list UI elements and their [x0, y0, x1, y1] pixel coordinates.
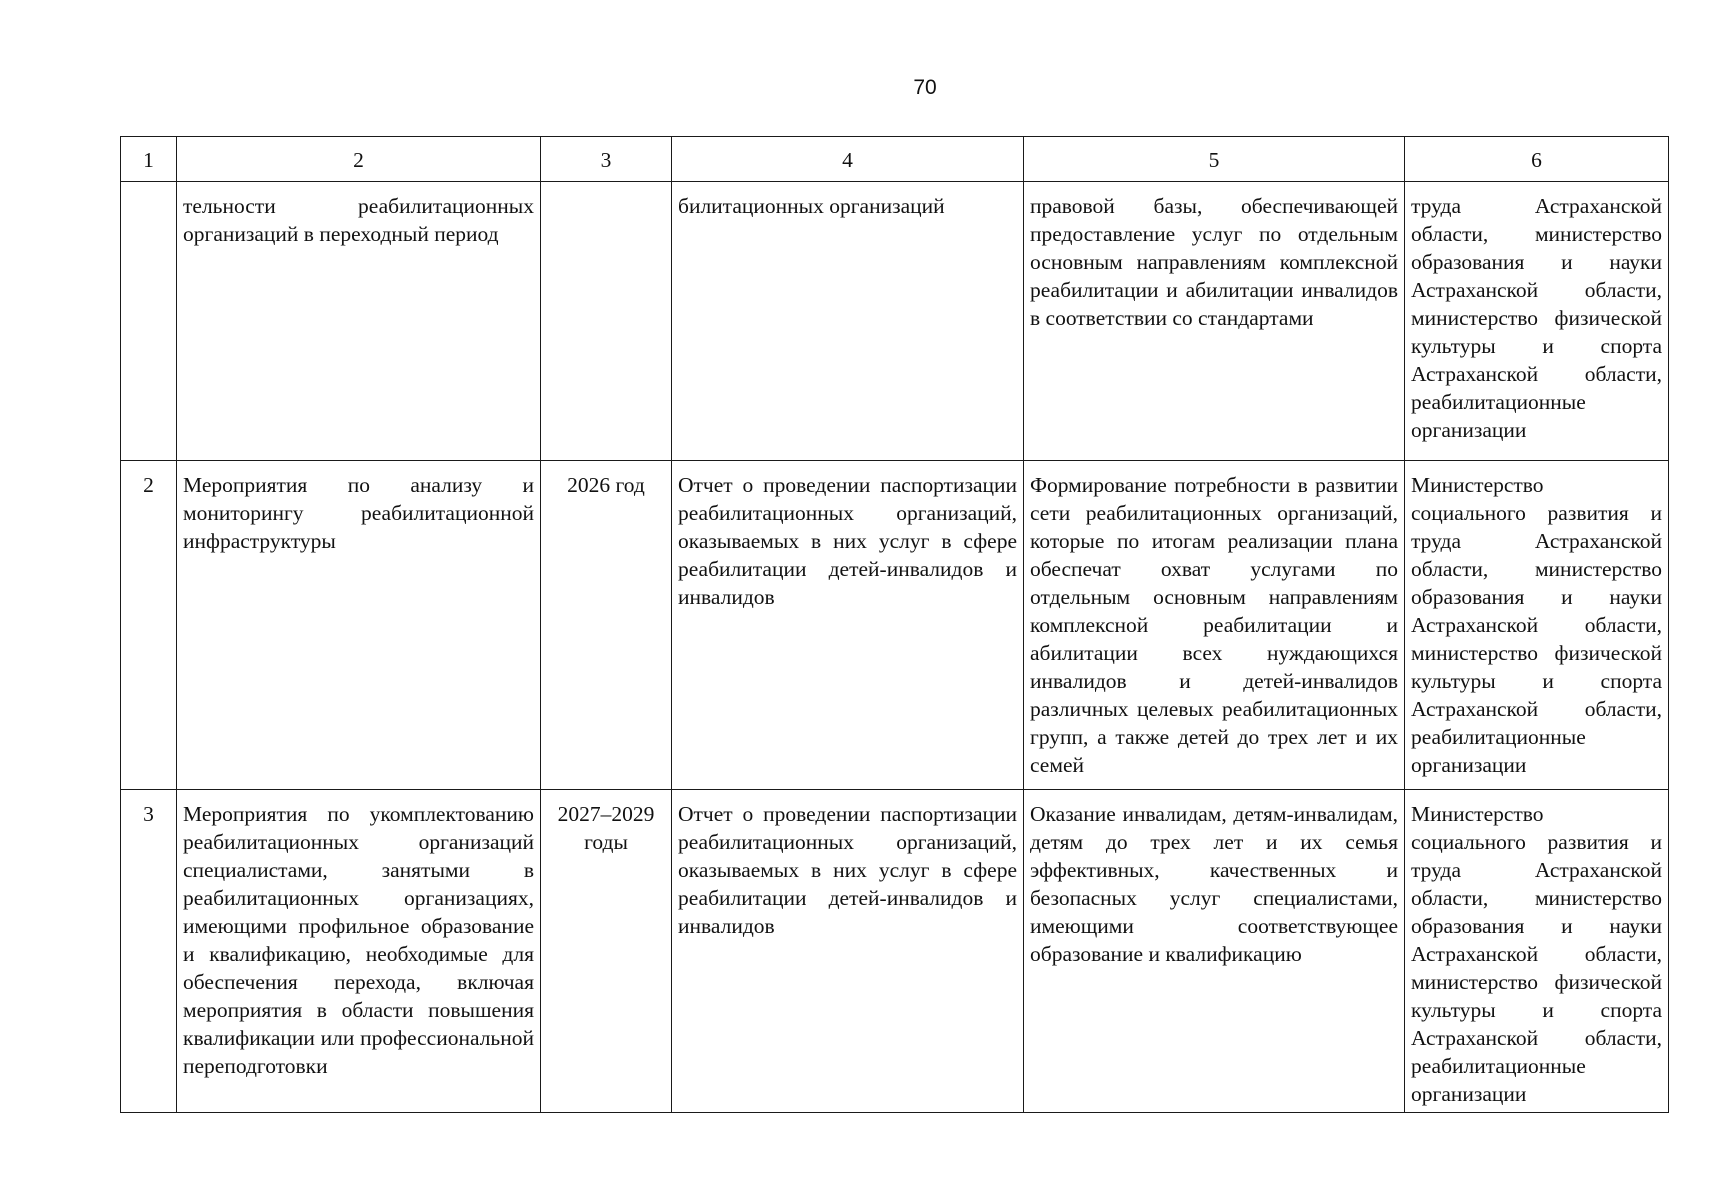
- executors-cell: труда Астраханской области, министерство образования и науки Астраханской области, министерство физической культуры и спорта Астраханской области, реабилитационные организации: [1405, 182, 1669, 461]
- event-cell: Мероприятия по анализу и мониторингу реабилитационной инфраструктуры: [177, 461, 541, 790]
- row-number-cell: 3: [121, 790, 177, 1113]
- header-row: [121, 137, 1669, 182]
- header-cell-3: 3: [541, 137, 672, 182]
- period-cell: [541, 182, 672, 461]
- header-cell-1: 1: [121, 137, 177, 182]
- header-cell-2: 2: [177, 137, 541, 182]
- header-cell-6: 6: [1405, 137, 1669, 182]
- header-cell-4: 4: [672, 137, 1024, 182]
- plan-table: [120, 136, 1669, 1113]
- effect-cell: Оказание инвалидам, детям-инвалидам, детям до трех лет и их семья эффективных, качественных и безопасных услуг специалистами, имеющими соответствующее образование и квалификацию: [1024, 790, 1405, 1113]
- event-cell: тельности реабилитационных организаций в переходный период: [177, 182, 541, 461]
- executors-cell: Министерство социального развития и труда Астраханской области, министерство образования и науки Астраханской области, министерство физической культуры и спорта Астраханской области, реабилитационные организации: [1405, 790, 1669, 1113]
- result-cell: Отчет о проведении паспортизации реабилитационных организаций, оказываемых в них услуг в сфере реабилитации детей-инвалидов и инвалидов: [672, 461, 1024, 790]
- row-number-cell: [121, 182, 177, 461]
- row-number-cell: 2: [121, 461, 177, 790]
- table-row: [121, 790, 1669, 1113]
- period-cell: 2027–2029 годы: [541, 790, 672, 1113]
- period-cell: 2026 год: [541, 461, 672, 790]
- table-row: [121, 182, 1669, 461]
- page-number: 70: [913, 76, 937, 99]
- effect-cell: правовой базы, обеспечивающей предоставление услуг по отдельным основным направлениям комплексной реабилитации и абилитации инвалидов в соответствии со стандартами: [1024, 182, 1405, 461]
- effect-cell: Формирование потребности в развитии сети реабилитационных организаций, которые по итогам реализации плана обеспечат охват услугами по отдельным основным направлениям комплексной реабилитации и абилитации всех нуждающихся инвалидов и детей-инвалидов различных целевых реабилитационных групп, а также детей до трех лет и их семей: [1024, 461, 1405, 790]
- result-cell: Отчет о проведении паспортизации реабилитационных организаций, оказываемых в них услуг в сфере реабилитации детей-инвалидов и инвалидов: [672, 790, 1024, 1113]
- executors-cell: Министерство социального развития и труда Астраханской области, министерство образования и науки Астраханской области, министерство физической культуры и спорта Астраханской области, реабилитационные организации: [1405, 461, 1669, 790]
- event-cell: Мероприятия по укомплектованию реабилитационных организаций специалистами, занятыми в реабилитационных организациях, имеющими профильное образование и квалификацию, необходимые для обеспечения перехода, включая мероприятия в области повышения квалификации или профессиональной переподготовки: [177, 790, 541, 1113]
- header-cell-5: 5: [1024, 137, 1405, 182]
- result-cell: билитационных организаций: [672, 182, 1024, 461]
- table-row: [121, 461, 1669, 790]
